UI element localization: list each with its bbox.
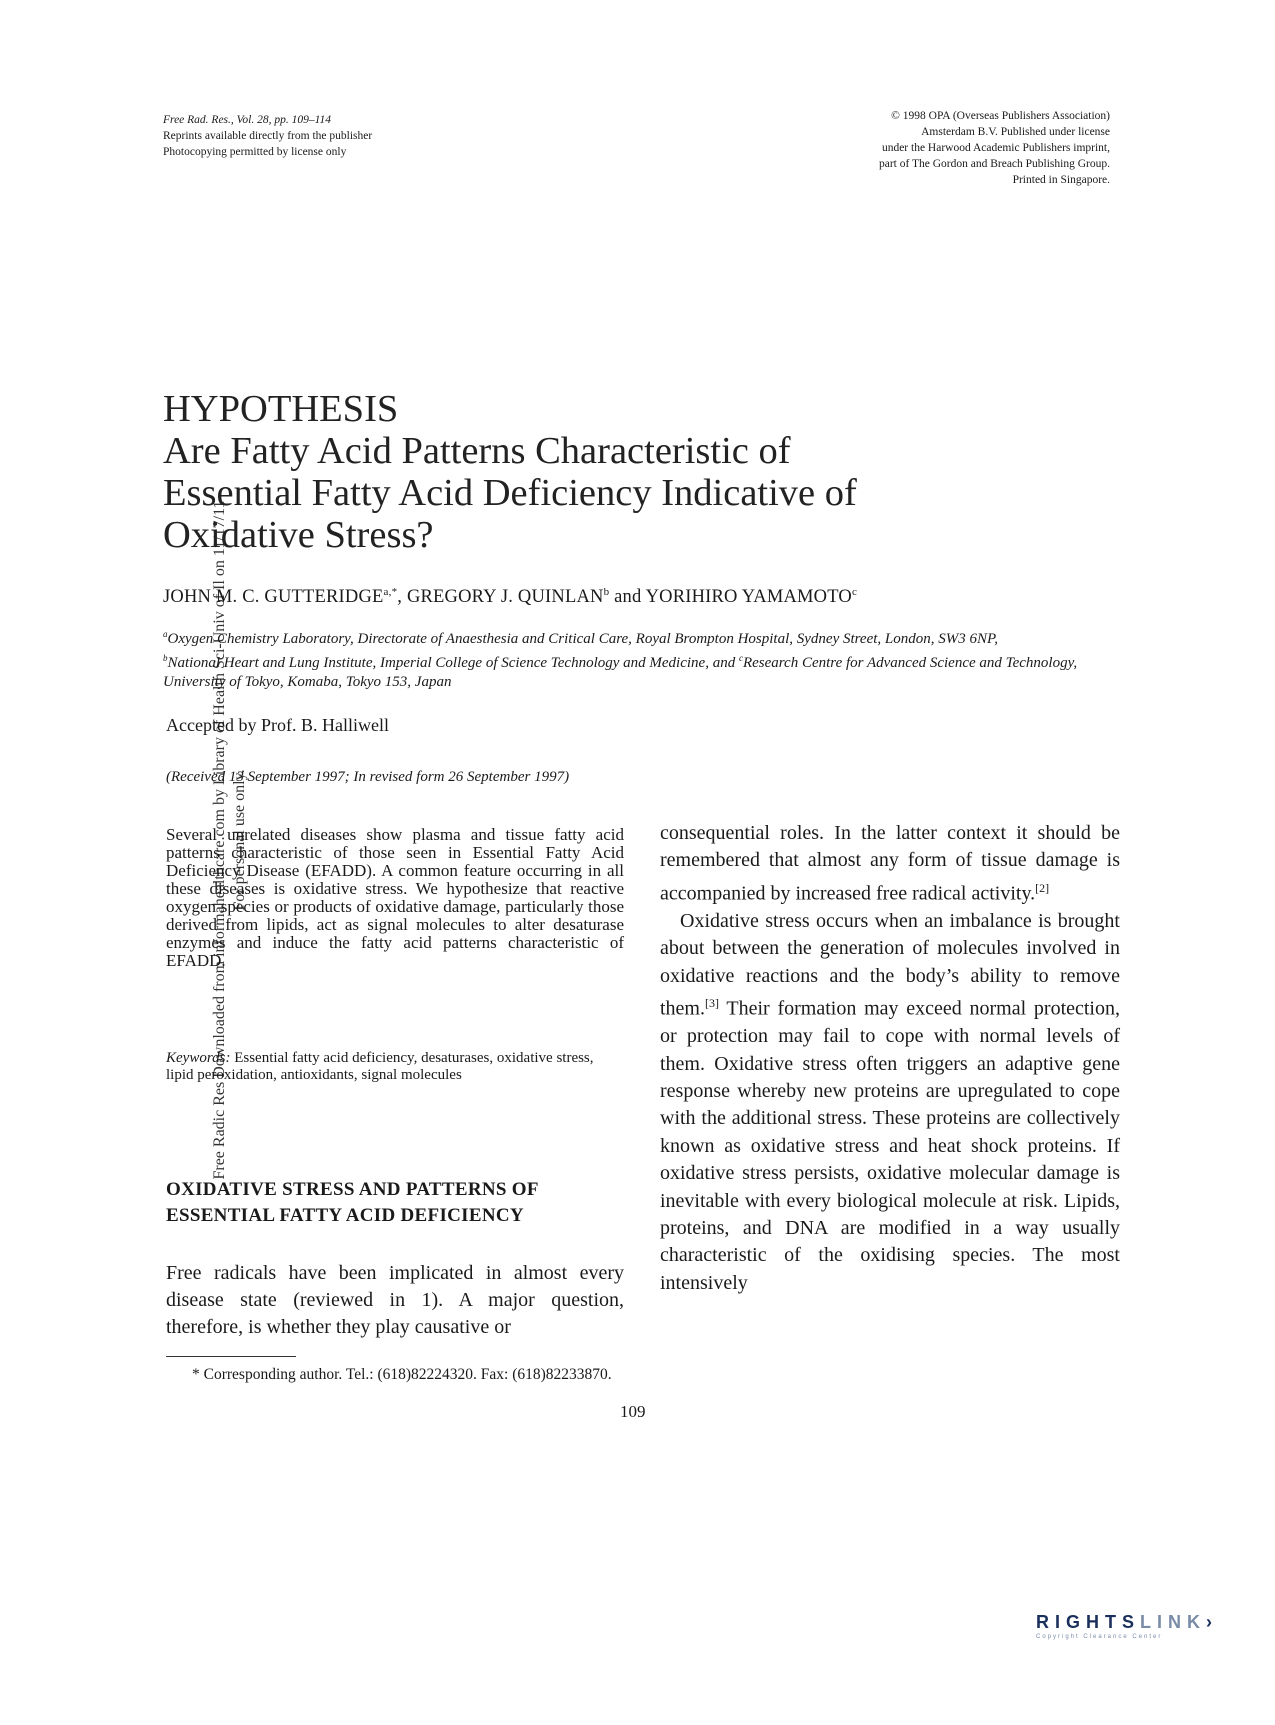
keywords-text: Essential fatty acid deficiency, desaturases, oxidative stress, lipid peroxidation, antioxidants, signal molecules [166, 1050, 594, 1083]
footnote: * Corresponding author. Tel.: (618)82224320. Fax: (618)82233870. [192, 1366, 612, 1383]
citation-line-3: Photocopying permitted by license only [163, 146, 347, 158]
chevron-right-icon: › [1206, 1612, 1219, 1632]
copyright-line-5: Printed in Singapore. [1012, 174, 1110, 186]
received-dates: (Received 13 September 1997; In revised form 26 September 1997) [166, 769, 570, 785]
rightslink-link: LINK [1140, 1612, 1207, 1632]
journal-citation [163, 112, 583, 160]
citation-line-1: Free Rad. Res., Vol. 28, pp. 109–114 [163, 114, 332, 126]
affil-a: Oxygen Chemistry Laboratory, Directorate of Anaesthesia and Critical Care, Royal Brompton Hospital, Sydney Street, London, SW3 6NP, [167, 631, 998, 647]
affiliations [163, 625, 1123, 692]
copyright-line-2: Amsterdam B.V. Published under license [921, 126, 1110, 138]
citation-line-2: Reprints available directly from the publisher [163, 130, 373, 142]
affil-b-sup: b [163, 653, 168, 663]
download-notice-line-1: Free Radic Res Downloaded from informahealthcare.com by Library of Health Sci-Univ of Il on 11/17/11 [211, 500, 228, 1180]
author-separator: and [609, 587, 646, 608]
author-1: JOHN M. C. GUTTERIDGE [163, 587, 384, 608]
paragraph-2 [660, 908, 1120, 1297]
copyright-notice [780, 108, 1110, 188]
affil-c: Research Centre for Advanced Science and Technology, University of Tokyo, Komaba, Tokyo 153, Japan [163, 655, 1078, 690]
author-separator: , [397, 587, 407, 608]
affil-c-sup: c [738, 653, 743, 663]
keywords-label: Keywords: [166, 1050, 231, 1066]
footnote-rule [166, 1356, 296, 1357]
body-text-right [660, 820, 1120, 1297]
affil-b: National Heart and Lung Institute, Imperial College of Science Technology and Medicine, and [167, 655, 739, 671]
paragraph-2-text-a: Oxidative stress occurs when an imbalance is brought about between the generation of molecules involved in oxidative reactions and the body’s ability to remove them. [660, 909, 1120, 1020]
author-2: GREGORY J. QUINLAN [406, 587, 604, 608]
author-3: YORIHIRO YAMAMOTO [645, 587, 852, 608]
copyright-line-3: under the Harwood Academic Publishers imprint, [881, 142, 1110, 154]
rightslink-subtitle: Copyright Clearance Center [1036, 1634, 1163, 1640]
author-3-sup: c [851, 586, 858, 598]
citation-ref: [3] [705, 996, 719, 1011]
page-number: 109 [620, 1402, 646, 1421]
rightslink-logo [1036, 1612, 1266, 1652]
accepted-by: Accepted by Prof. B. Halliwell [166, 715, 389, 735]
paragraph-2-text-b: Their formation may exceed normal protection, or protection may fail to cope with normal levels of them. Oxidative stress often triggers an adaptive gene response whereby new proteins are upregulated to cope with the additional stress. These proteins are collectively known as oxidative stress and heat shock proteins. If oxidative stress persists, oxidative molecular damage is inevitable with every biological molecule at risk. Lipids, proteins, and DNA are modified in a way usually characteristic of the oxidising species. The most intensively [660, 997, 1120, 1294]
rightslink-rights: RIGHTS [1036, 1612, 1141, 1632]
section-heading: OXIDATIVE STRESS AND PATTERNS OF ESSENTIAL FATTY ACID DEFICIENCY [166, 1179, 539, 1226]
copyright-line-1: © 1998 OPA (Overseas Publishers Association) [891, 110, 1110, 122]
copyright-line-4: part of The Gordon and Breach Publishing Group. [878, 158, 1110, 170]
title-line-2: Essential Fatty Acid Deficiency Indicative of [163, 472, 857, 514]
title-label: HYPOTHESIS [163, 388, 399, 430]
author-list [163, 586, 857, 608]
article-title [163, 388, 1163, 556]
paragraph-1 [660, 820, 1120, 908]
author-1-sup: a,* [383, 586, 398, 598]
keywords [166, 1050, 624, 1084]
abstract: Several unrelated diseases show plasma and tissue fatty acid patterns characteristic of those seen in Essential Fatty Acid Deficiency Disease (EFADD). A common feature occurring in all these diseases is oxidative stress. We hypothesize that reactive oxygen species or products of oxidative damage, particularly those derived from lipids, act as signal molecules to alter desaturase enzymes and induce the fatty acid patterns characteristic of EFADD. [166, 825, 624, 970]
title-line-3: Oxidative Stress? [163, 514, 434, 556]
paragraph-1-text: consequential roles. In the latter context it should be remembered that almost any form of tissue damage is accompanied by increased free radical activity. [660, 822, 1120, 905]
body-text-left: Free radicals have been implicated in almost every disease state (reviewed in 1). A major question, therefore, is whether they play causative or [166, 1262, 624, 1338]
author-2-sup: b [603, 586, 610, 598]
affil-a-sup: a [163, 629, 168, 639]
download-notice-line-2: For personal use only. [231, 769, 248, 911]
title-line-1: Are Fatty Acid Patterns Characteristic of [163, 430, 791, 472]
citation-ref: [2] [1035, 880, 1050, 895]
